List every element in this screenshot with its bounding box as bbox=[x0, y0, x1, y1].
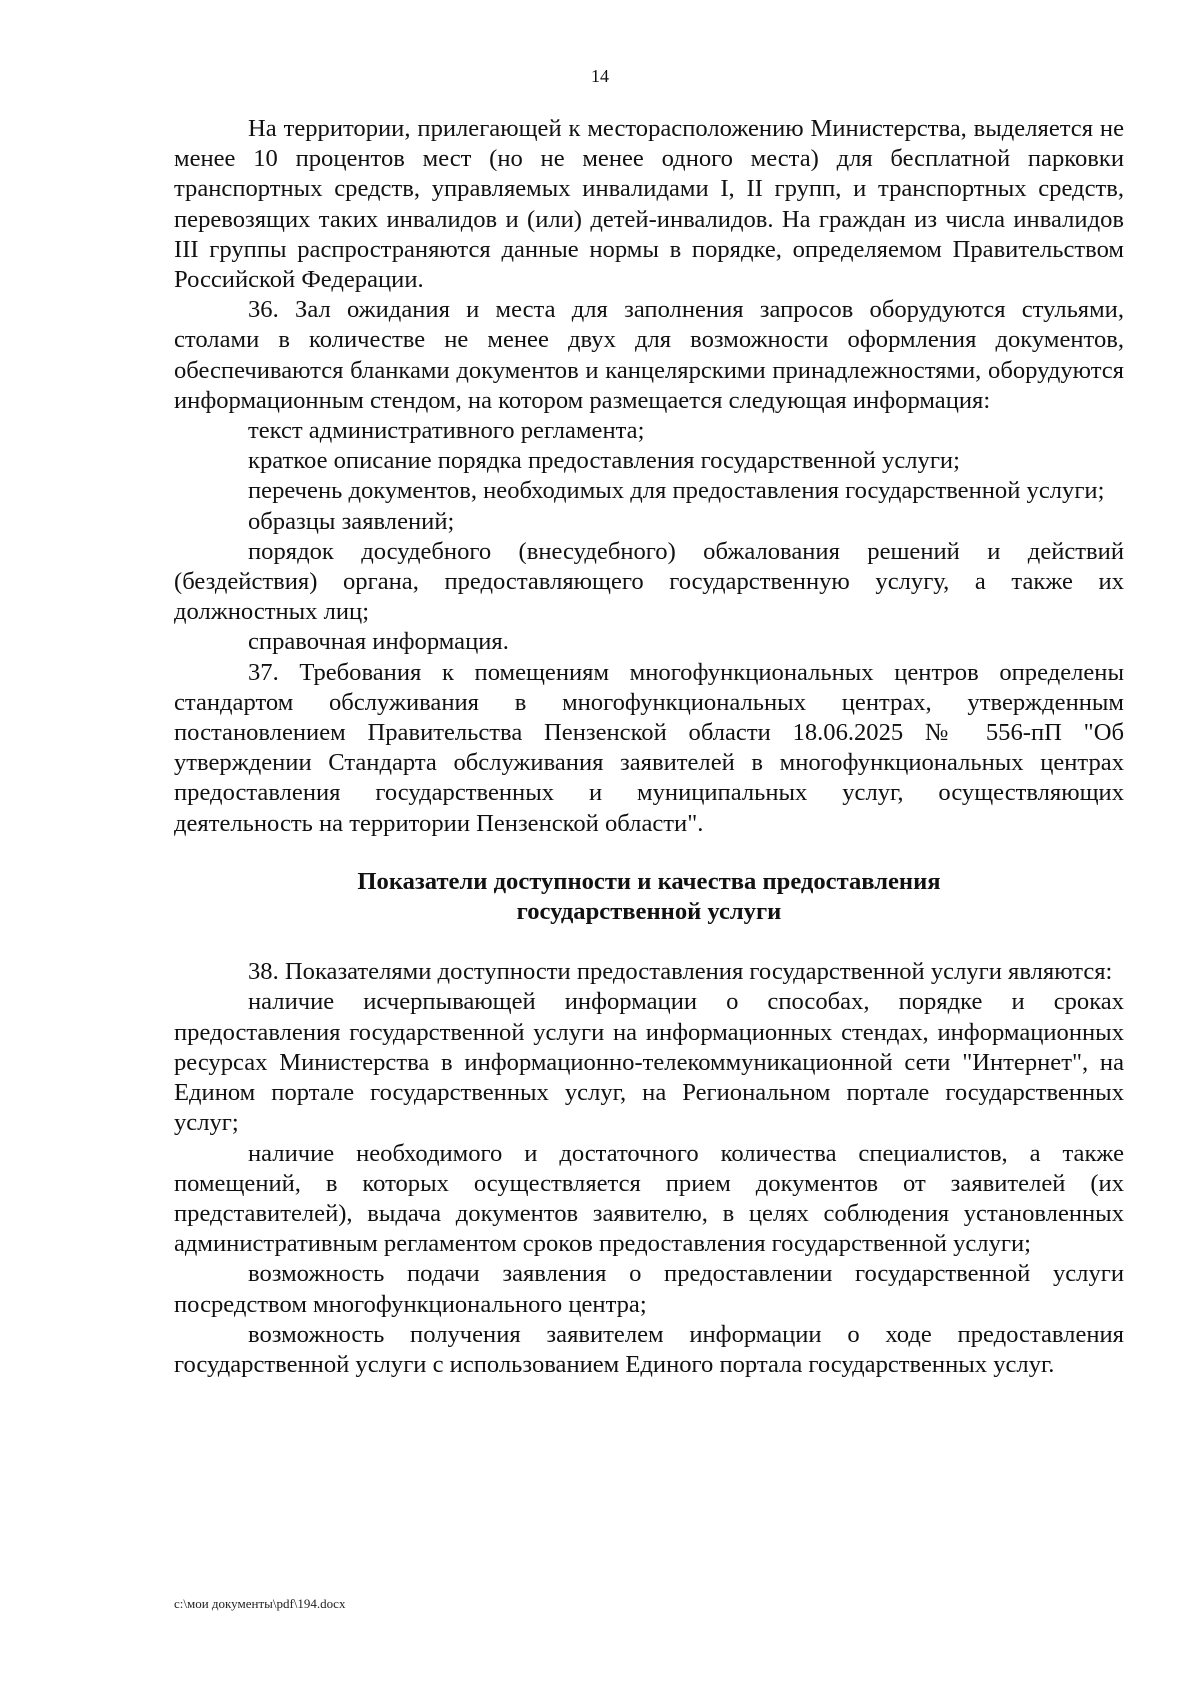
list-item: краткое описание порядка предоставления государственной услуги; bbox=[248, 447, 960, 475]
paragraph-38: 38. Показателями доступности предоставления государственной услуги являются: bbox=[248, 958, 1113, 986]
section-heading-line-1: Показатели доступности и качества предоставления bbox=[357, 867, 941, 895]
section-heading bbox=[174, 867, 1124, 927]
footer-file-path: c:\мои документы\pdf\194.docx bbox=[174, 1596, 346, 1611]
list-item: образцы заявлений; bbox=[248, 507, 455, 535]
list-item: возможность получения заявителем информации о ходе предоставления государственной услуги с использованием Единого портала государственных услуг. bbox=[174, 1320, 1124, 1378]
page-number: 14 bbox=[591, 66, 609, 86]
document-body bbox=[174, 114, 1124, 1380]
list-item: порядок досудебного (внесудебного) обжалования решений и действий (бездействия) органа, предоставляющего государственную услугу, а также их должностных лиц; bbox=[174, 537, 1124, 626]
list-item: перечень документов, необходимых для предоставления государственной услуги; bbox=[248, 477, 1105, 505]
list-item: наличие необходимого и достаточного количества специалистов, а также помещений, в которых осуществляется прием документов от заявителей (их представителей), выдача документов заявителю, в целях соблюдения установленных административным регламентом сроков предоставления государственной услуги; bbox=[174, 1139, 1124, 1258]
paragraph-parking: На территории, прилегающей к месторасположению Министерства, выделяется не менее 10 процентов мест (но не менее одного места) для бесплатной парковки транспортных средств, управляемых инвалидами I, II групп, и транспортных средств, перевозящих таких инвалидов и (или) детей-инвалидов. На граждан из числа инвалидов III группы распространяются данные нормы в порядке, определяемом Правительством Российской Федерации. bbox=[174, 115, 1124, 294]
section-heading-line-2: государственной услуги bbox=[516, 898, 782, 926]
list-item: справочная информация. bbox=[248, 628, 509, 656]
paragraph-36: 36. Зал ожидания и места для заполнения запросов оборудуются стульями, столами в количестве не менее двух для возможности оформления документов, обеспечиваются бланками документов и канцелярскими принадлежностями, оборудуются информационным стендом, на котором размещается следующая информация: bbox=[174, 296, 1124, 414]
paragraph-37: 37. Требования к помещениям многофункциональных центров определены стандартом обслуживания в многофункциональных центрах, утвержденным постановлением Правительства Пензенской области 18.06.2025 № 556-пП "Об утверждении Стандарта обслуживания заявителей в многофункциональных центрах предоставления государственных и муниципальных услуг, осуществляющих деятельность на территории Пензенской области". bbox=[174, 658, 1124, 837]
list-item: возможность подачи заявления о предоставлении государственной услуги посредством многофункционального центра; bbox=[174, 1260, 1124, 1318]
list-item: наличие исчерпывающей информации о способах, порядке и сроках предоставления государственной услуги на информационных стендах, информационных ресурсах Министерства в информационно-телекоммуникационной сети "Интернет", на Едином портале государственных услуг, на Региональном портале государственных услуг; bbox=[174, 988, 1124, 1137]
list-item: текст административного регламента; bbox=[248, 417, 645, 445]
